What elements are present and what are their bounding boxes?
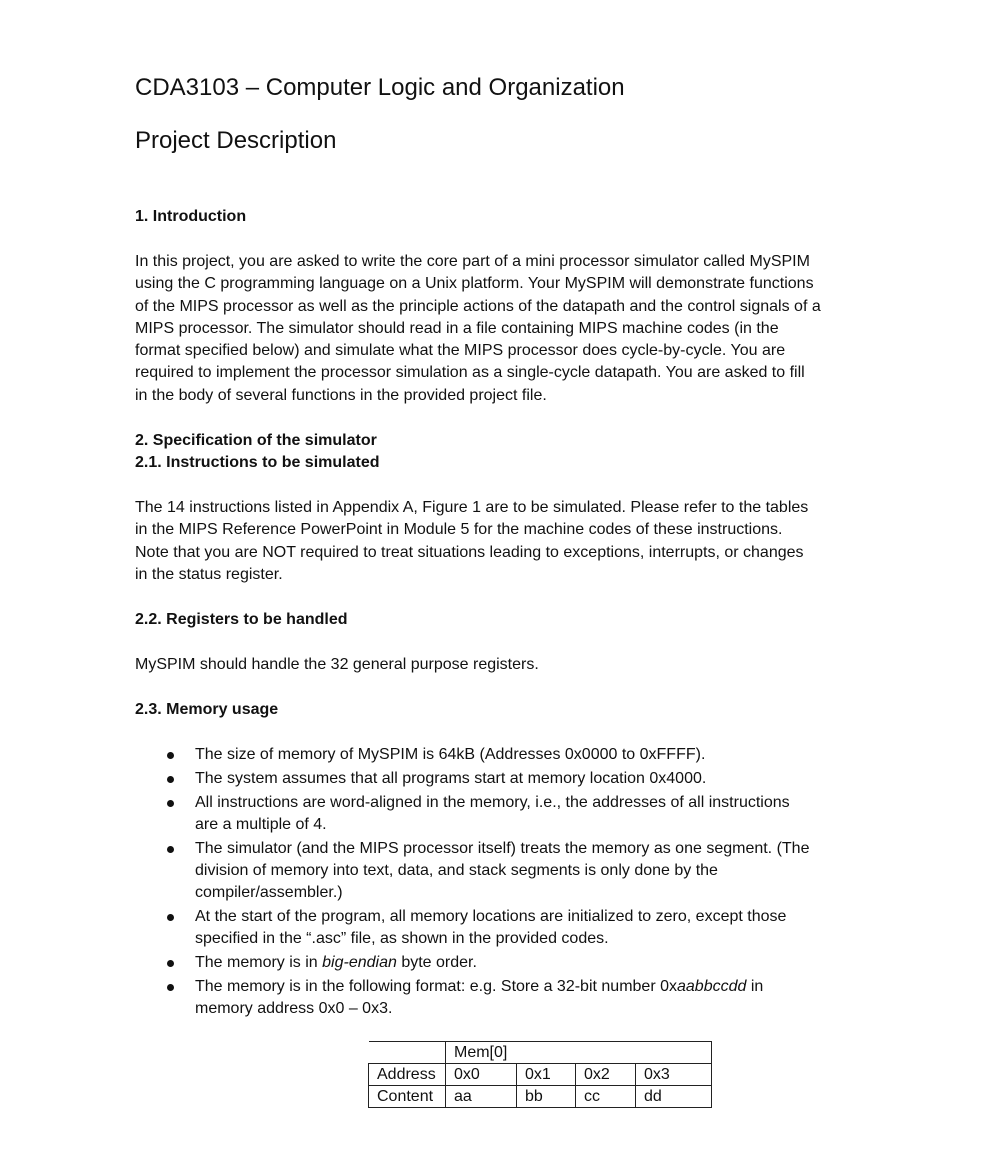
bullet-icon [167,984,174,991]
table-cell: Address [369,1064,446,1086]
list-item-text: division of memory into text, data, and stack segments is only done by the [195,861,718,879]
table-cell: cc [576,1086,636,1108]
bullet-icon [167,800,174,807]
paragraph-line: In this project, you are asked to write the core part of a mini processor simulator called MySPIM [135,253,810,270]
bullet-icon [167,752,174,759]
list-item-text: The system assumes that all programs start at memory location 0x4000. [195,769,707,787]
table-cell: 0x2 [576,1064,636,1086]
paragraph-line: in the body of several functions in the provided project file. [135,386,547,404]
list-item [135,952,895,974]
list-item-text: The memory is in big-endian byte order. [195,954,477,972]
paragraph-line: The 14 instructions listed in Appendix A, Figure 1 are to be simulated. Please refer to the tables [135,499,809,516]
paragraph-line: format specified below) and simulate what the MIPS processor does cycle-by-cycle. You are [135,342,786,360]
paragraph-line: in the status register. [135,565,283,583]
section-2-2-heading: 2.2. Registers to be handled [135,611,348,628]
paragraph-line: Note that you are NOT required to treat situations leading to exceptions, interrupts, or changes [135,543,804,561]
table-header-cell: Mem[0] [446,1042,712,1064]
table-header-row [369,1042,712,1064]
memory-layout-table [368,1041,712,1108]
section-2-3-heading: 2.3. Memory usage [135,701,279,718]
table-cell: 0x3 [636,1064,712,1086]
table-cell [369,1042,446,1064]
list-item-text: The simulator (and the MIPS processor itself) treats the memory as one segment. (The [195,839,810,857]
table-cell: 0x0 [446,1064,517,1086]
list-item-text: compiler/assembler.) [195,884,343,902]
table-row [369,1064,712,1086]
paragraph-line: using the C programming language on a Unix platform. Your MySPIM will demonstrate functions [135,275,814,293]
table-cell: aa [446,1086,517,1108]
list-item [135,906,895,951]
list-item-text: At the start of the program, all memory locations are initialized to zero, except those [195,908,787,926]
list-item-text: are a multiple of 4. [195,815,327,833]
memory-usage-list [135,744,895,1022]
paragraph-line: MySPIM should handle the 32 general purpose registers. [135,656,539,673]
paragraph-line: in the MIPS Reference PowerPoint in Module 5 for the machine codes of these instructions. [135,521,783,539]
list-item-text: The size of memory of MySPIM is 64kB (Addresses 0x0000 to 0xFFFF). [195,746,706,763]
list-item [135,744,895,766]
paragraph-line: of the MIPS processor as well as the principle actions of the datapath and the control signals of a [135,297,821,315]
list-item-text: specified in the “.asc” file, as shown in the provided codes. [195,930,609,948]
course-title: CDA3103 – Computer Logic and Organization [135,74,625,101]
registers-paragraph [135,654,875,676]
table-cell: bb [517,1086,576,1108]
list-item [135,838,895,905]
introduction-paragraph [135,251,875,407]
list-item-text: memory address 0x0 – 0x3. [195,1000,393,1018]
list-item [135,792,895,837]
bullet-icon [167,846,174,853]
list-item [135,768,895,790]
bullet-icon [167,914,174,921]
instructions-paragraph [135,497,875,586]
list-item-text: All instructions are word-aligned in the memory, i.e., the addresses of all instructions [195,793,790,811]
list-item [135,976,895,1021]
section-1-heading: 1. Introduction [135,208,247,225]
table-cell: Content [369,1086,446,1108]
bullet-icon [167,960,174,967]
document-title: Project Description [135,127,337,154]
paragraph-line: required to implement the processor simulation as a single-cycle datapath. You are asked to fill [135,364,805,382]
list-item-text: The memory is in the following format: e.g. Store a 32-bit number 0xaabbccdd in [195,977,764,995]
table-cell: dd [636,1086,712,1108]
section-2-heading: 2. Specification of the simulator [135,432,377,449]
table-cell: 0x1 [517,1064,576,1086]
section-2-1-heading: 2.1. Instructions to be simulated [135,454,380,471]
bullet-icon [167,776,174,783]
table-row [369,1086,712,1108]
paragraph-line: MIPS processor. The simulator should read in a file containing MIPS machine codes (in the [135,319,779,337]
